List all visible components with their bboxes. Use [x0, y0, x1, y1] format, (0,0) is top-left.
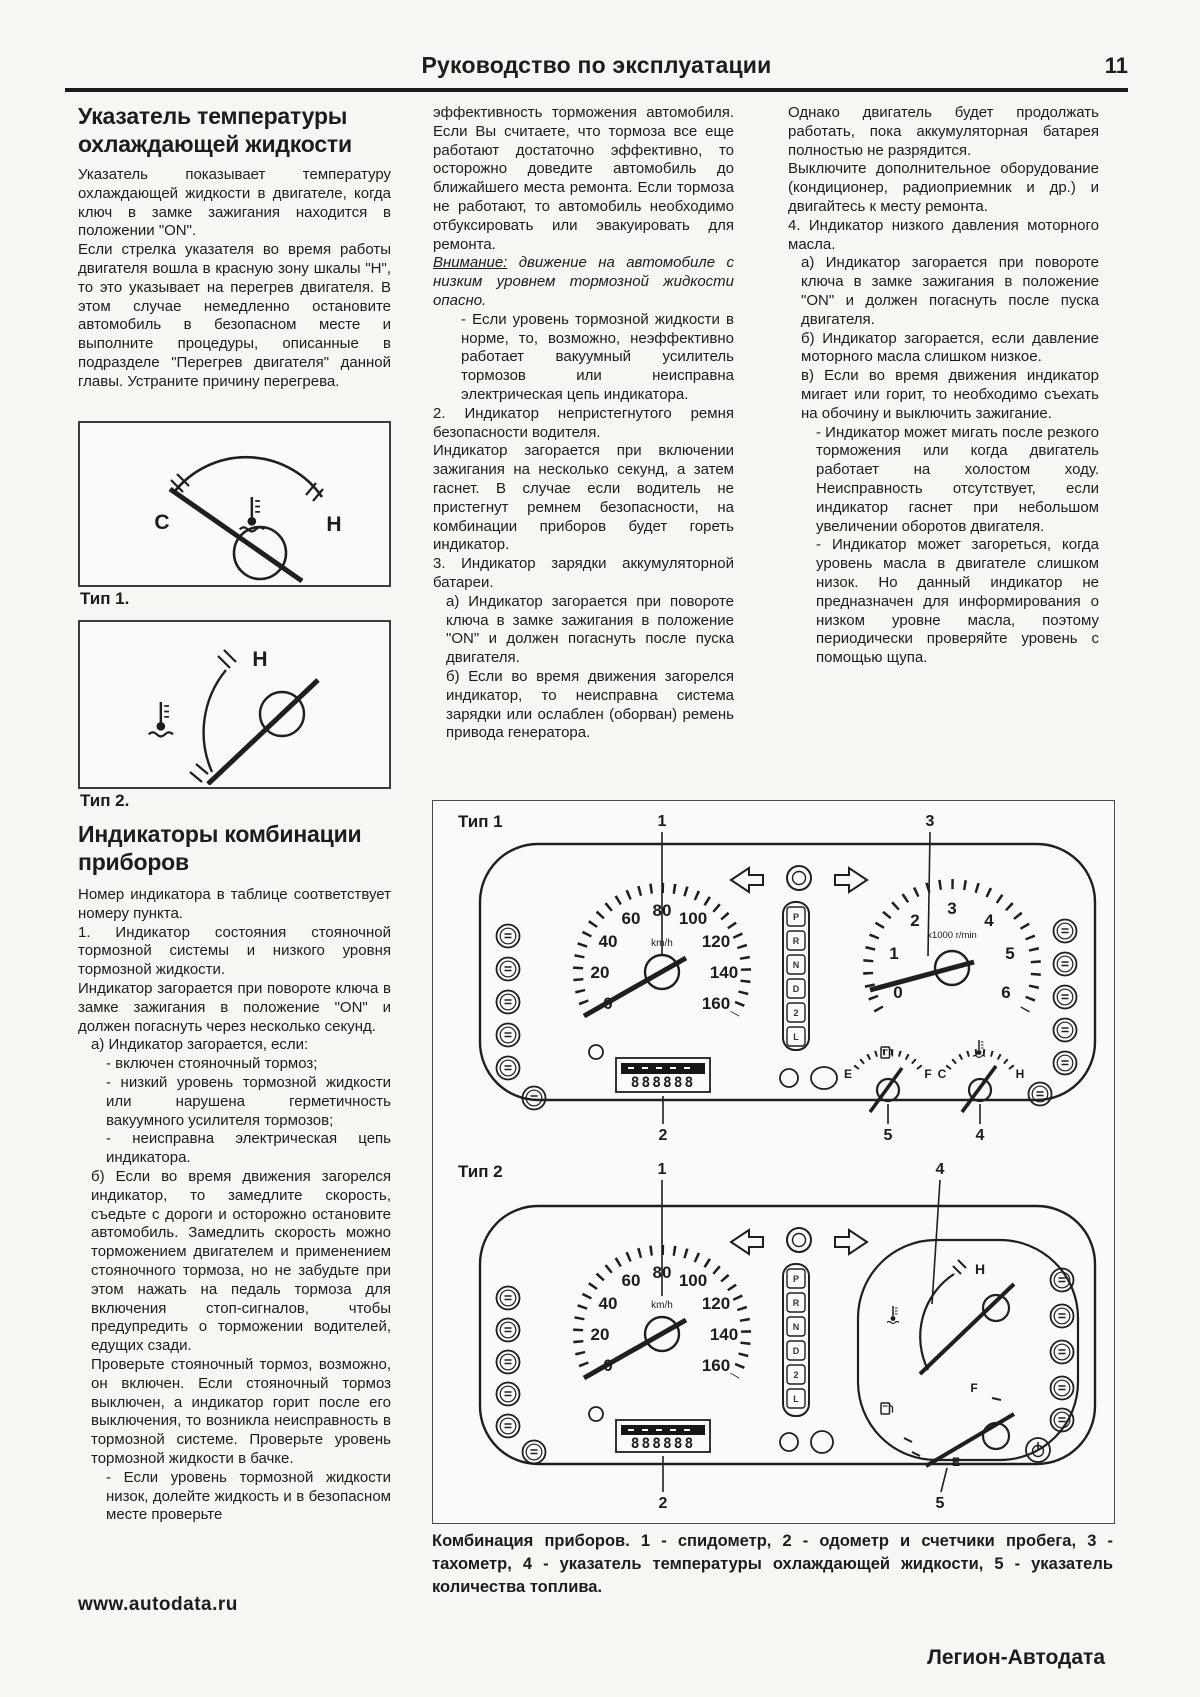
svg-text:2: 2 [793, 1370, 799, 1380]
svg-text:60: 60 [621, 1271, 641, 1290]
svg-text:D: D [792, 984, 800, 994]
svg-text:L: L [793, 1032, 799, 1042]
coolant-temp-icon [973, 1040, 985, 1058]
right-column [788, 104, 1099, 668]
warning-lights-left [497, 1287, 546, 1464]
paragraph: в) Если во время движения индикатор мигает или горит, то необходимо съехать на обочину и выключить зажигание. [801, 367, 1099, 422]
gauge-end-tick-hot [306, 483, 323, 501]
svg-text:140: 140 [709, 1325, 739, 1344]
figure2-label: Тип 2. [80, 791, 130, 810]
paragraph: Номер индикатора в таблице соответствует номеру пункта. [78, 886, 391, 922]
paragraph: - Индикатор может загореться, когда уровень масла в двигателе слишком низок. Но данный индикатор не предназначен для информирования о низком уровне масла, поэтому периодически проверяйте уровень с помощью щупа. [816, 536, 1099, 667]
warning-light-icon [1054, 953, 1077, 976]
tachometer-unit: x1000 r/min [927, 930, 977, 941]
cold-letter: C [154, 511, 170, 534]
turn-signal-right-icon [835, 868, 867, 892]
left-column-bottom [78, 820, 391, 1525]
tachometer-dial [868, 884, 1036, 1010]
callout-tachometer: 3 [925, 813, 935, 830]
odometer [616, 1058, 710, 1092]
temp-gauge-type1-drawing [80, 423, 389, 583]
callout-temperature: 4 [975, 1127, 985, 1144]
warning-label: Внимание: [433, 254, 508, 272]
callout-odometer: 2 [658, 1495, 668, 1512]
paragraph: 2. Индикатор непристегнутого ремня безопасности водителя. [433, 404, 734, 441]
svg-text:160: 160 [701, 994, 731, 1013]
paragraph: Выключите дополнительное оборудование (кондиционер, радиоприемник и др.) и двигайтесь к месту ремонта. [788, 160, 1099, 215]
svg-text:1: 1 [889, 944, 899, 963]
warning-light-icon [497, 1287, 520, 1310]
coolant-temp-icon [149, 702, 173, 736]
svg-text:80: 80 [652, 1263, 672, 1282]
paragraph: а) Индикатор загорается при повороте ключа в замке зажигания в положение "ON" и должен погаснуть после пуска двигателя. [801, 254, 1099, 328]
gear-position-indicator [783, 902, 809, 1050]
warning-light-icon [1054, 986, 1077, 1009]
svg-text:3: 3 [947, 899, 957, 918]
callout-speedometer: 1 [657, 1161, 667, 1178]
section-heading-indicators: Индикаторы комбинации приборов [78, 821, 362, 875]
temp-cold-letter: C [937, 1067, 947, 1081]
callout-fuel: 5 [883, 1127, 893, 1144]
turn-signal-left-icon [731, 1230, 763, 1254]
paragraph: б) Если во время движения загорелся индикатор, то замедлите скорость, съедьте с дороги и осторожно остановите автомобиль. Замедлить скорость можно торможением двигателем и применением стояночного тормоза, но не забудьте при этом нажать на педаль тормоза для включения стоп-сигналов, чтобы предупредить о торможении водителей, едущих сзади. [91, 1167, 391, 1355]
paragraph: Если стрелка указателя во время работы двигателя вошла в красную зону шкалы "Н", то это указывает на перегрев двигателя. В этом случае немедленно остановите автомобиль в безопасном месте и выполните процедуры, описанные в подразделе "Перегрев двигателя" данной главы. Устраните причину перегрева. [78, 241, 391, 390]
left-column-top [78, 102, 391, 392]
header-rule [65, 88, 1128, 92]
paragraph: б) Индикатор загорается, если давление моторного масла слишком низкое. [801, 329, 1099, 366]
paragraph: б) Если во время движения загорелся индикатор, то неисправна система зарядки или ослаблен (оборван) ремень привода генератора. [446, 667, 734, 742]
gauge-needle [208, 680, 318, 784]
footer-website: www.autodata.ru [78, 1594, 238, 1615]
warning-light-icon [1051, 1377, 1074, 1400]
callout-line [941, 1468, 947, 1492]
temp-hot-letter: H [1015, 1067, 1025, 1081]
svg-text:5: 5 [1005, 944, 1015, 963]
svg-text:D: D [792, 1346, 800, 1356]
high-beam-indicator-icon [787, 1228, 811, 1252]
svg-text:40: 40 [598, 1294, 618, 1313]
fuel-empty-letter: E [843, 1067, 853, 1081]
fuel-pump-icon [881, 1047, 893, 1058]
fuel-gauge-ticks [856, 1052, 920, 1068]
paragraph: - низкий уровень тормозной жидкости или нарушена герметичность вакуумного усилителя тормозов; [106, 1073, 391, 1129]
warning-light-icon [1051, 1269, 1074, 1292]
paragraph: Индикатор загорается при включении зажигания на несколько секунд, а затем гаснет. В случае если водитель не пристегнут ремнем безопасности, на комбинации приборов будет гореть индикатор. [433, 442, 734, 554]
speedometer-unit: km/h [651, 938, 673, 949]
warning-light-icon [497, 925, 520, 948]
tachometer-needle [870, 962, 974, 990]
footer-publisher: Легион-Автодата [927, 1646, 1105, 1669]
warning-light-icon [497, 958, 520, 981]
high-beam-indicator-icon [787, 866, 811, 890]
fuel-needle [926, 1414, 1014, 1466]
warning-lights-left [497, 925, 546, 1110]
dimmer-knob [811, 1431, 833, 1453]
svg-text:L: L [793, 1394, 799, 1404]
warning-light-icon [497, 1319, 520, 1342]
warning-light-icon [523, 1441, 546, 1464]
warning-light-icon [1051, 1409, 1074, 1432]
paragraph: Однако двигатель будет продолжать работать, пока аккумуляторная батарея полностью не разрядится. [788, 104, 1099, 159]
svg-text:20: 20 [590, 1325, 610, 1344]
gauge-end-tick-cold [190, 764, 208, 782]
odometer-digits: 888888 [630, 1436, 696, 1452]
callout-odometer: 2 [658, 1127, 668, 1144]
warning-text: движение на автомобиле с низким уровнем тормозной жидкости опасно. [433, 254, 734, 309]
svg-text:40: 40 [598, 932, 618, 951]
reset-knob [780, 1069, 798, 1087]
paragraph: - неисправна электрическая цепь индикатора. [106, 1130, 391, 1167]
paragraph: а) Индикатор загорается при повороте ключа в замке зажигания в положение "ON" и должен погаснуть после пуска двигателя. [446, 592, 734, 667]
fuel-empty-letter: E [951, 1455, 961, 1469]
fuel-needle [870, 1068, 902, 1112]
reset-knob [780, 1433, 798, 1451]
dimmer-knob [811, 1067, 837, 1089]
paragraph: Индикатор загорается при повороте ключа в замке зажигания в положение "ON" и должен погаснуть через несколько секунд. [78, 979, 391, 1035]
hot-letter: H [252, 648, 268, 671]
fuel-temp-panel [858, 1240, 1078, 1469]
paragraph: - Если уровень тормозной жидкости низок, долейте жидкость и в безопасном месте проверьте [106, 1468, 391, 1524]
warning-light-icon [497, 1057, 520, 1080]
temp-gauge-type2-figure [78, 620, 391, 789]
odometer [616, 1420, 710, 1452]
svg-text:120: 120 [701, 932, 731, 951]
section-heading-coolant: Указатель температуры охлаждающей жидкости [78, 103, 352, 157]
gauge-needle [170, 489, 302, 581]
warning-light-icon [1051, 1341, 1074, 1364]
warning-light-icon [1029, 1083, 1052, 1106]
callout-temperature: 4 [935, 1161, 945, 1178]
svg-text:2: 2 [793, 1008, 799, 1018]
middle-column [433, 104, 734, 743]
figure1-label: Тип 1. [80, 589, 130, 608]
temp-hot-tick [953, 1260, 966, 1274]
svg-text:160: 160 [701, 1356, 731, 1375]
svg-text:4: 4 [984, 911, 994, 930]
speedometer-unit: km/h [651, 1300, 673, 1311]
paragraph: а) Индикатор загорается, если: [91, 1036, 309, 1054]
temp-gauge-type2-drawing [80, 622, 389, 785]
callout-speedometer: 1 [657, 813, 667, 830]
fuel-pump-icon [881, 1403, 893, 1414]
cluster-type1-drawing [450, 806, 1105, 1156]
gear-position-indicator [783, 1264, 809, 1416]
svg-text:80: 80 [652, 901, 672, 920]
svg-text:N: N [792, 1322, 800, 1332]
fuel-gauge [844, 1047, 932, 1112]
paragraph: эффективность торможения автомобиля. Если Вы считаете, что тормоза все еще работают достаточно эффективно, то осторожно доведите автомобиль до ближайшего места ремонта. Если тормоза не работают, то автомобиль необходимо отбуксировать или эвакуировать для ремонта. [433, 104, 734, 253]
page-number: 11 [1104, 53, 1128, 78]
turn-signal-left-icon [731, 868, 763, 892]
warning-light-icon [1054, 1019, 1077, 1042]
cluster-figure-caption: Комбинация приборов. 1 - спидометр, 2 - одометр и счетчики пробега, 3 - тахометр, 4 - указатель температуры охлаждающей жидкости, 5 - указатель количества топлива. [432, 1532, 1113, 1596]
bulb-icon [589, 1407, 603, 1421]
paragraph: 3. Индикатор зарядки аккумуляторной батареи. [433, 555, 734, 591]
bulb-icon [589, 1045, 603, 1059]
warning-light-icon [1051, 1305, 1074, 1328]
warning-light-icon [1054, 1052, 1077, 1075]
cluster-type1-label: Тип 1 [458, 812, 503, 831]
svg-text:P: P [792, 912, 800, 922]
speedometer-dial [578, 1250, 746, 1452]
warning-lights-right [1026, 1269, 1074, 1463]
paragraph: - Индикатор может мигать после резкого торможения или когда двигатель работает на холостом ходу. Неисправность отсутствует, если индикатор гаснет при небольшом увеличении оборотов двигателя. [816, 423, 1099, 535]
callout-fuel: 5 [935, 1495, 945, 1512]
hot-letter: H [326, 513, 342, 536]
coolant-temp-icon [887, 1306, 899, 1324]
svg-text:100: 100 [678, 909, 708, 928]
page-title: Руководство по эксплуатации [421, 52, 772, 78]
cluster-type2-drawing [450, 1156, 1105, 1516]
svg-text:60: 60 [621, 909, 641, 928]
cluster-type2-label: Тип 2 [458, 1162, 503, 1181]
paragraph: Указатель показывает температуру охлаждающей жидкости в двигателе, когда ключ в замке зажигания находится в положении "ON". [78, 166, 391, 240]
svg-text:100: 100 [678, 1271, 708, 1290]
warning-light-icon [497, 991, 520, 1014]
svg-text:0: 0 [603, 1356, 613, 1375]
paragraph: - включен стояночный тормоз; [106, 1055, 318, 1073]
temp-needle [920, 1284, 1014, 1374]
svg-text:20: 20 [590, 963, 610, 982]
odometer-digits: 888888 [630, 1075, 696, 1091]
svg-text:0: 0 [893, 983, 903, 1002]
warning-paragraph [433, 254, 734, 310]
warning-light-icon [497, 1351, 520, 1374]
gauge-end-tick-hot [218, 650, 236, 668]
fuel-full-tick [992, 1398, 1001, 1400]
svg-text:R: R [792, 936, 800, 946]
svg-text:2: 2 [910, 911, 920, 930]
paragraph: 4. Индикатор низкого давления моторного масла. [788, 216, 1099, 253]
svg-text:140: 140 [709, 963, 739, 982]
svg-text:120: 120 [701, 1294, 731, 1313]
svg-text:P: P [792, 1274, 800, 1284]
svg-text:N: N [792, 960, 800, 970]
paragraph: Проверьте стояночный тормоз, возможно, он включен. Если стояночный тормоз выключен, а индикатор горит после его выключения, то возникла неисправность в тормозной системе. Проверьте уровень тормозной жидкости в бачке. [91, 1355, 391, 1467]
warning-light-icon [523, 1087, 546, 1110]
warning-light-icon [497, 1383, 520, 1406]
svg-text:6: 6 [1001, 983, 1011, 1002]
fuel-full-letter: F [924, 1067, 932, 1081]
paragraph: - Если уровень тормозной жидкости в норме, то, возможно, неэффективно работает вакуумный усилитель тормозов или неисправна электрическая цепь индикатора. [461, 310, 734, 403]
temp-hot-letter: H [974, 1261, 986, 1277]
speedometer-dial [578, 888, 746, 1092]
fuel-full-letter: F [970, 1381, 978, 1395]
paragraph: 1. Индикатор состояния стояночной тормозной системы и низкого уровня тормозной жидкости. [78, 923, 391, 979]
warning-lights-right [1029, 920, 1077, 1106]
warning-light-icon [497, 1024, 520, 1047]
turn-signal-right-icon [835, 1230, 867, 1254]
warning-light-icon [497, 1415, 520, 1438]
warning-light-icon [1054, 920, 1077, 943]
svg-text:R: R [792, 1298, 800, 1308]
temp-gauge-type1-figure [78, 421, 391, 587]
svg-text:0: 0 [603, 994, 613, 1013]
